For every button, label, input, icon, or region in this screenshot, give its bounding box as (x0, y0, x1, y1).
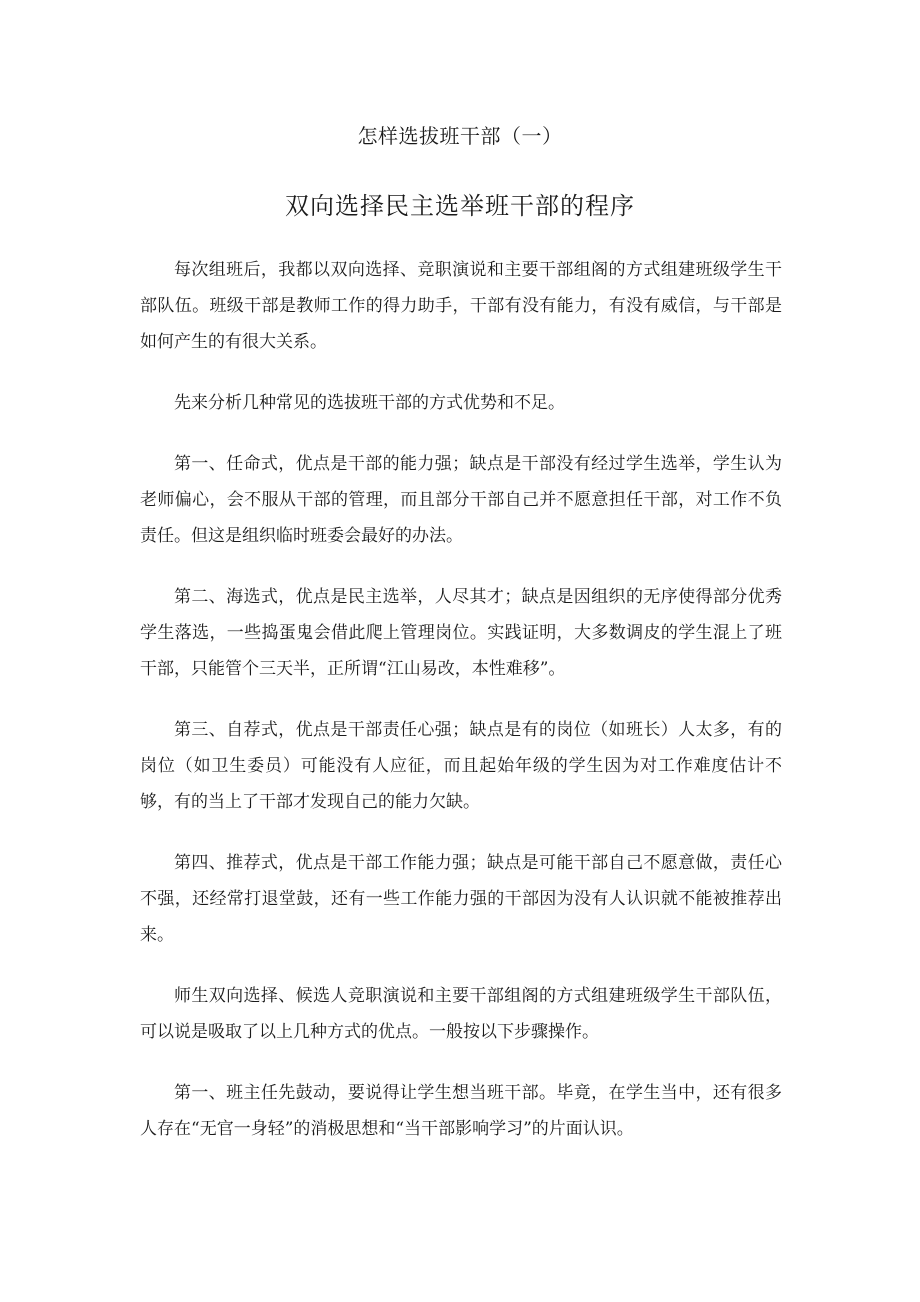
paragraph: 第一、班主任先鼓动，要说得让学生想当班干部。毕竟，在学生当中，还有很多人存在“无官一身轻”的消极思想和“当干部影响学习”的片面认识。 (140, 1083, 782, 1139)
document-subtitle: 双向选择民主选举班干部的程序 (285, 192, 635, 220)
paragraph: 第二、海选式，优点是民主选举，人尽其才；缺点是因组织的无序使得部分优秀学生落选，一些捣蛋鬼会借此爬上管理岗位。实践证明，大多数调皮的学生混上了班干部，只能管个三天半，正所谓“江山易改，本性难移”。 (140, 587, 782, 679)
paragraph: 第一、任命式，优点是干部的能力强；缺点是干部没有经过学生选举，学生认为老师偏心，会不服从干部的管理，而且部分干部自己并不愿意担任干部，对工作不负责任。但这是组织临时班委会最好的办法。 (140, 454, 782, 546)
paragraph: 第四、推荐式，优点是干部工作能力强；缺点是可能干部自己不愿意做，责任心不强，还经常打退堂鼓，还有一些工作能力强的干部因为没有人认识就不能被推荐出来。 (140, 853, 782, 945)
paragraph: 第三、自荐式，优点是干部责任心强；缺点是有的岗位（如班长）人太多，有的岗位（如卫生委员）可能没有人应征，而且起始年级的学生因为对工作难度估计不够，有的当上了干部才发现自己的能力欠缺。 (140, 720, 782, 812)
paragraph: 先来分析几种常见的选拔班干部的方式优势和不足。 (174, 393, 565, 413)
paragraph: 每次组班后，我都以双向选择、竞职演说和主要干部组阁的方式组建班级学生干部队伍。班级干部是教师工作的得力助手，干部有没有能力，有没有威信，与干部是如何产生的有很大关系。 (140, 260, 782, 352)
document-title: 怎样选拔班干部（一） (357, 124, 563, 148)
paragraph: 师生双向选择、候选人竞职演说和主要干部组阁的方式组建班级学生干部队伍，可以说是吸取了以上几种方式的优点。一般按以下步骤操作。 (140, 986, 782, 1042)
document-body (140, 252, 782, 1172)
